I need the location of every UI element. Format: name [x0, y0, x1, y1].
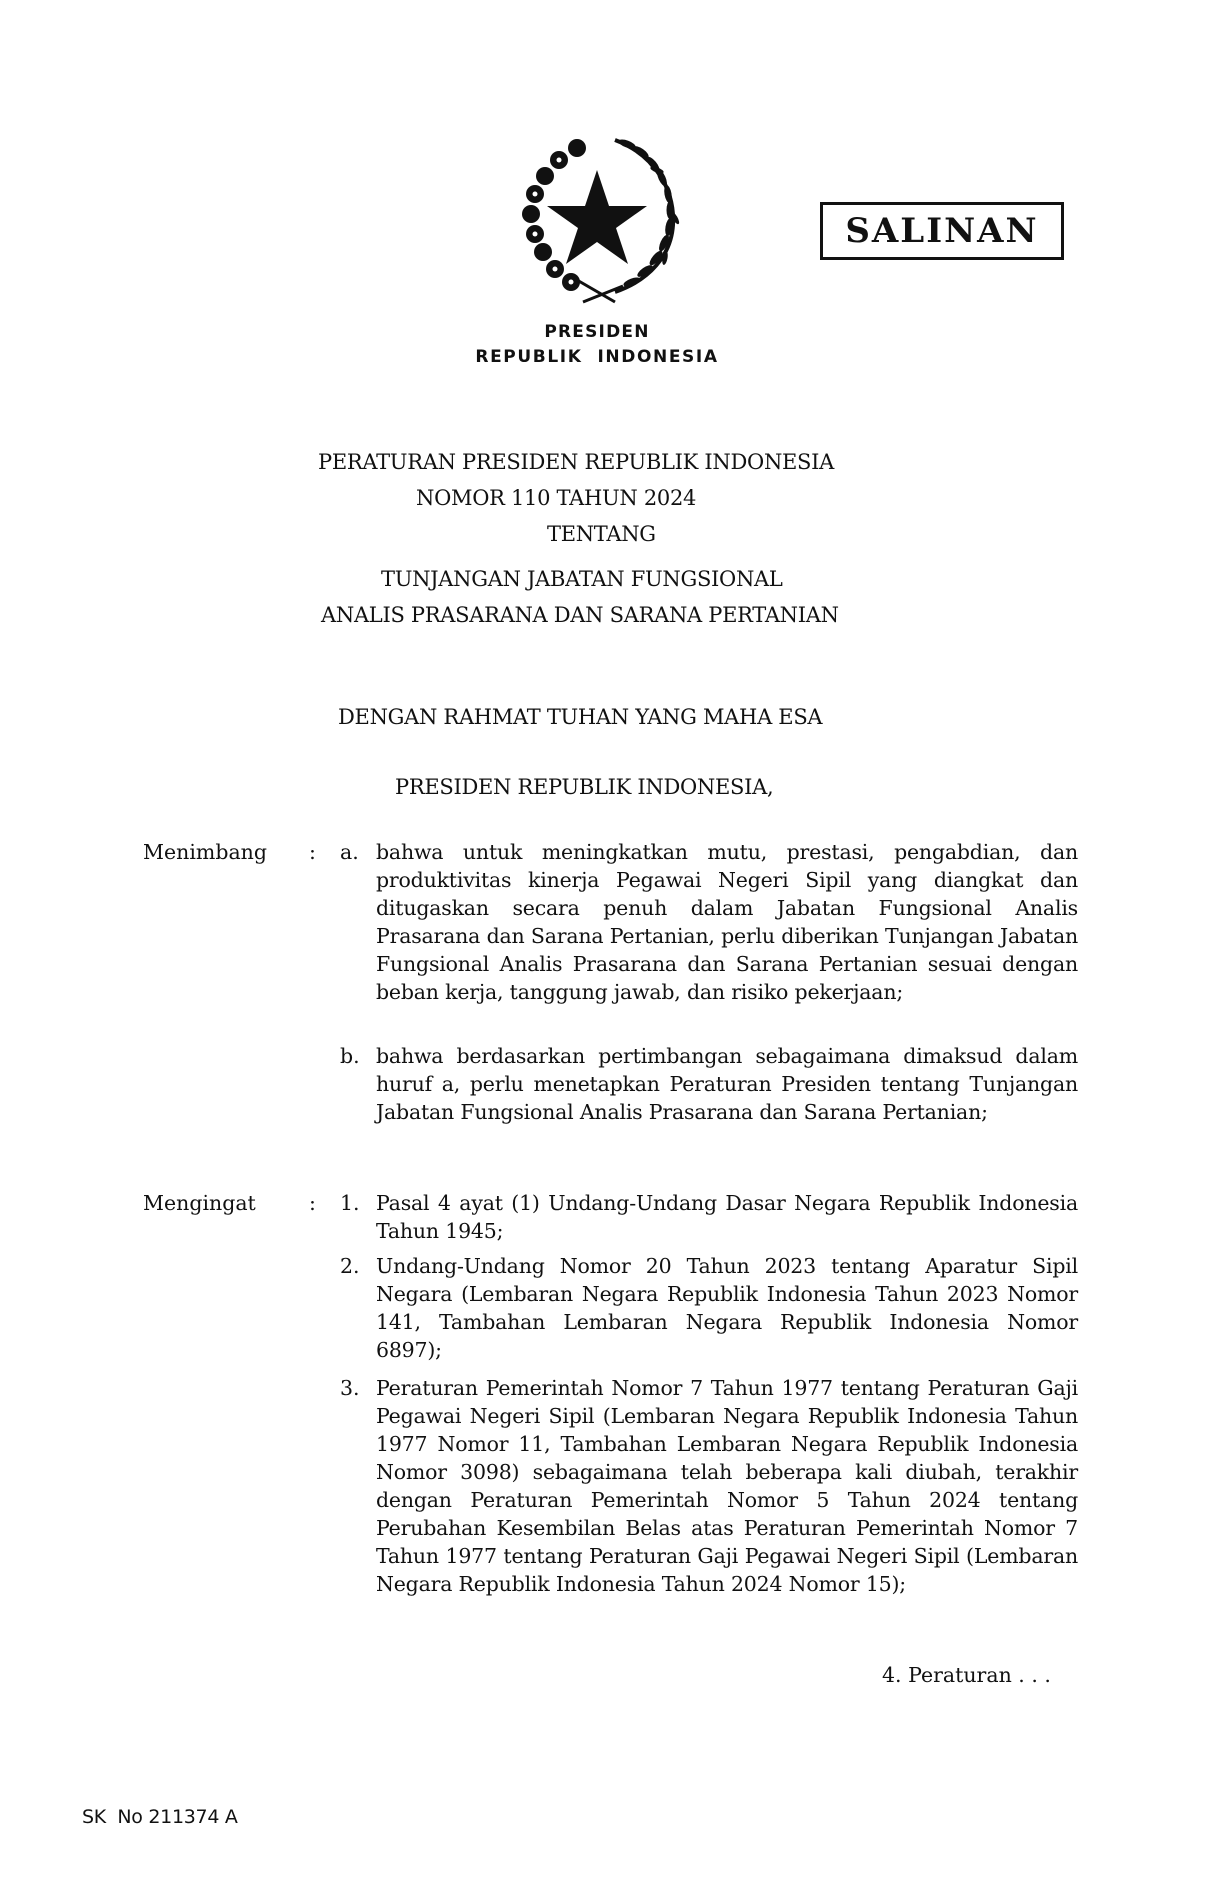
- item-text: Undang-Undang Nomor 20 Tahun 2023 tentang Aparatur Sipil Negara (Lembaran Negara Republik Indonesia Tahun 2023 Nomor 141, Tambahan Lembaran Negara Republik Indonesia Nomor 6897);: [376, 1254, 1078, 1362]
- title-line-3: TENTANG: [547, 522, 656, 546]
- mengingat-label: Mengingat: [143, 1191, 256, 1215]
- item-number: 3.: [340, 1376, 360, 1400]
- mengingat-item-2: [340, 1252, 1078, 1364]
- item-text: Peraturan Pemerintah Nomor 7 Tahun 1977 tentang Peraturan Gaji Pegawai Negeri Sipil (Lembaran Negara Republik Indonesia Tahun 1977 Nomor 11, Tambahan Lembaran Negara Republik Indonesia Nomor 3098) sebagaimana telah beberapa kali diubah, terakhir dengan Peraturan Pemerintah Nomor 5 Tahun 2024 tentang Perubahan Kesembilan Belas atas Peraturan Pemerintah Nomor 7 Tahun 1977 tentang Peraturan Gaji Pegawai Negeri Sipil (Lembaran Negara Republik Indonesia Tahun 2024 Nomor 15);: [376, 1376, 1078, 1596]
- salinan-stamp: [820, 202, 1064, 260]
- menimbang-item-b: [340, 1042, 1078, 1126]
- mengingat-colon: :: [309, 1191, 316, 1215]
- enactor: PRESIDEN REPUBLIK INDONESIA,: [395, 775, 774, 799]
- mengingat-item-3: [340, 1374, 1078, 1598]
- title-line-2: NOMOR 110 TAHUN 2024: [416, 486, 697, 510]
- item-number: b.: [340, 1044, 360, 1068]
- item-number: 2.: [340, 1254, 360, 1278]
- mengingat-item-1: [340, 1189, 1078, 1245]
- item-number: a.: [340, 840, 359, 864]
- invocation: DENGAN RAHMAT TUHAN YANG MAHA ESA: [338, 705, 823, 729]
- item-text: Pasal 4 ayat (1) Undang-Undang Dasar Negara Republik Indonesia Tahun 1945;: [376, 1191, 1078, 1243]
- title-line-5: ANALIS PRASARANA DAN SARANA PERTANIAN: [321, 603, 839, 627]
- menimbang-colon: :: [309, 840, 316, 864]
- menimbang-label: Menimbang: [143, 840, 267, 864]
- title-line-4: TUNJANGAN JABATAN FUNGSIONAL: [381, 567, 783, 591]
- title-line-1: PERATURAN PRESIDEN REPUBLIK INDONESIA: [318, 450, 835, 474]
- emblem-label-republik-indonesia: REPUBLIK INDONESIA: [475, 347, 719, 367]
- sk-number: SK No 211374 A: [82, 1806, 238, 1828]
- emblem-label-presiden: PRESIDEN: [544, 322, 650, 342]
- item-text: bahwa berdasarkan pertimbangan sebagaimana dimaksud dalam huruf a, perlu menetapkan Peraturan Presiden tentang Tunjangan Jabatan Fungsional Analis Prasarana dan Sarana Pertanian;: [376, 1044, 1078, 1124]
- item-text: bahwa untuk meningkatkan mutu, prestasi, pengabdian, dan produktivitas kinerja Pegawai Negeri Sipil yang diangkat dan ditugaskan secara penuh dalam Jabatan Fungsional Analis Prasarana dan Sarana Pertanian, perlu diberikan Tunjangan Jabatan Fungsional Analis Prasarana dan Sarana Pertanian sesuai dengan beban kerja, tanggung jawab, dan risiko pekerjaan;: [376, 840, 1078, 1004]
- garuda-star-wreath-emblem-icon: [515, 130, 685, 305]
- item-number: 1.: [340, 1191, 360, 1215]
- salinan-stamp-text: SALINAN: [845, 211, 1039, 251]
- page-continuation: 4. Peraturan . . .: [882, 1663, 1051, 1687]
- menimbang-item-a: [340, 838, 1078, 1006]
